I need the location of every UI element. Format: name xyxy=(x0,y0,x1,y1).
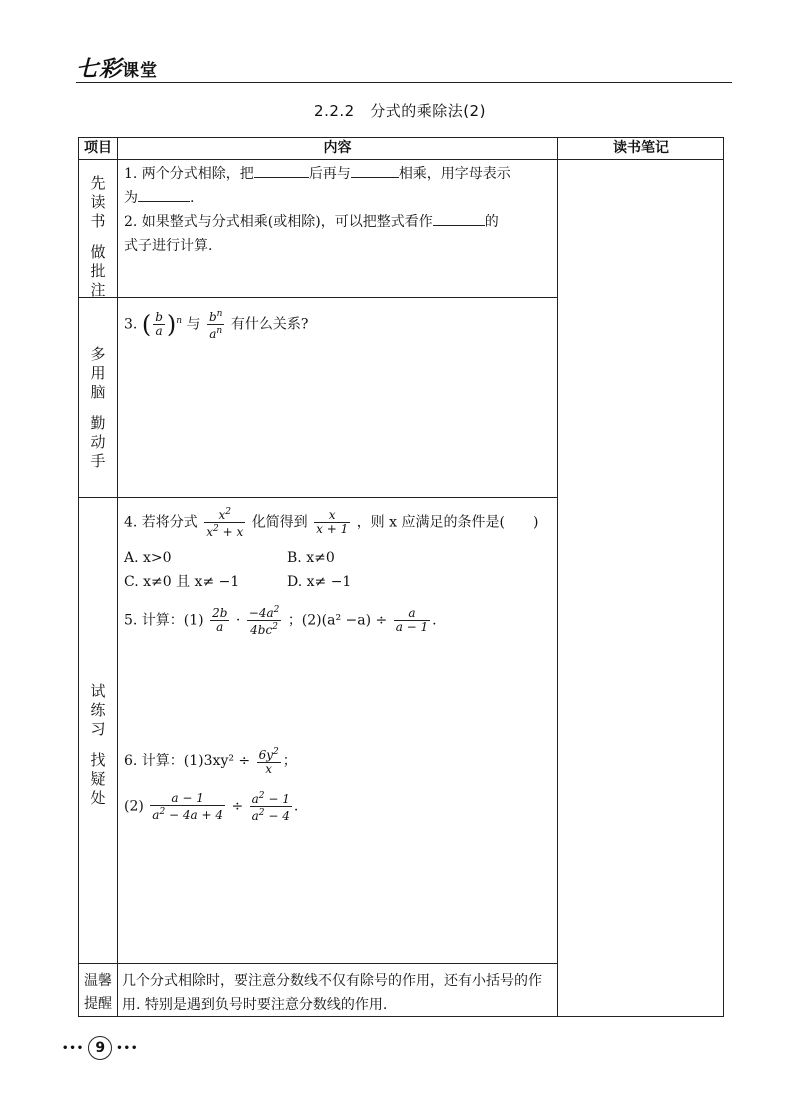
section-label-think: 多 用 脑 勤 动 手 xyxy=(90,345,106,470)
section-label-tip: 温馨 提醒 xyxy=(84,973,112,1012)
question-3: 3. ( $\frac{b}{a}$ )$^n$ 与 $\frac{b^n}{a^n}$ 有什么关系? xyxy=(124,309,309,341)
section-label-practice: 试 练 习 找 疑 处 xyxy=(90,682,106,807)
option-b[interactable]: B. x≠0 xyxy=(287,550,335,566)
header-row-divider xyxy=(78,159,724,160)
row-divider-3 xyxy=(78,963,557,964)
brand-name-big: 七彩 xyxy=(76,57,123,82)
answer-blank[interactable] xyxy=(254,177,309,178)
option-a[interactable]: A. x>0 xyxy=(124,550,172,566)
option-d[interactable]: D. x≠ −1 xyxy=(287,574,352,590)
header-notes: 读书笔记 xyxy=(613,140,669,156)
tip-text: 几个分式相除时，要注意分数线不仅有除号的作用，还有小括号的作用. 特别是遇到负号时要注意分数线的作用. xyxy=(122,973,542,1013)
row-divider-2 xyxy=(78,497,557,498)
page-number: ••• 9 ••• xyxy=(62,1036,138,1060)
answer-blank[interactable] xyxy=(433,225,485,226)
answer-blank[interactable] xyxy=(351,177,399,178)
question-4: 4. 若将分式 $\frac{x^2}{x^2 + x}$ 化简得到 $\frac{x}{x + 1}$ ，则 x 应满足的条件是( ) xyxy=(124,507,539,539)
page-title: 2.2.2 分式的乘除法(2) xyxy=(314,102,486,120)
option-c[interactable]: C. x≠0 且 x≠ −1 xyxy=(124,574,240,590)
question-6-part-2: (2) $\frac{a - 1}{a^2 - 4a + 4}$ ÷ $\frac{a^2 - 1}{a^2 - 4}$ . xyxy=(124,790,299,823)
header-rule xyxy=(76,82,732,83)
question-6-part-1: 6. 计算：(1)3xy² ÷ $\frac{6y^2}{x}$ ； xyxy=(124,747,297,776)
header-item: 项目 xyxy=(84,140,112,156)
question-5: 5. 计算：(1) $\frac{2b}{a}$ · $\frac{-4a^2}{4bc^2}$ ；(2)(a² −a) ÷ $\frac{a}{a - 1}$ . xyxy=(124,605,437,637)
row-divider-1 xyxy=(78,297,557,298)
item-column-divider xyxy=(117,137,118,1017)
question-1: 1. 两个分式相除，把 后再与 相乘，用字母表示 为 . xyxy=(124,166,511,206)
section-label-read: 先 读 书 做 批 注 xyxy=(90,174,106,299)
brand-logo xyxy=(76,52,158,83)
notes-column-divider xyxy=(557,137,558,1017)
question-2: 2. 如果整式与分式相乘(或相除)，可以把整式看作 的 式子进行计算. xyxy=(124,214,499,254)
answer-blank[interactable] xyxy=(138,201,190,202)
brand-name-small: 课堂 xyxy=(122,61,159,81)
header-content: 内容 xyxy=(323,140,352,156)
